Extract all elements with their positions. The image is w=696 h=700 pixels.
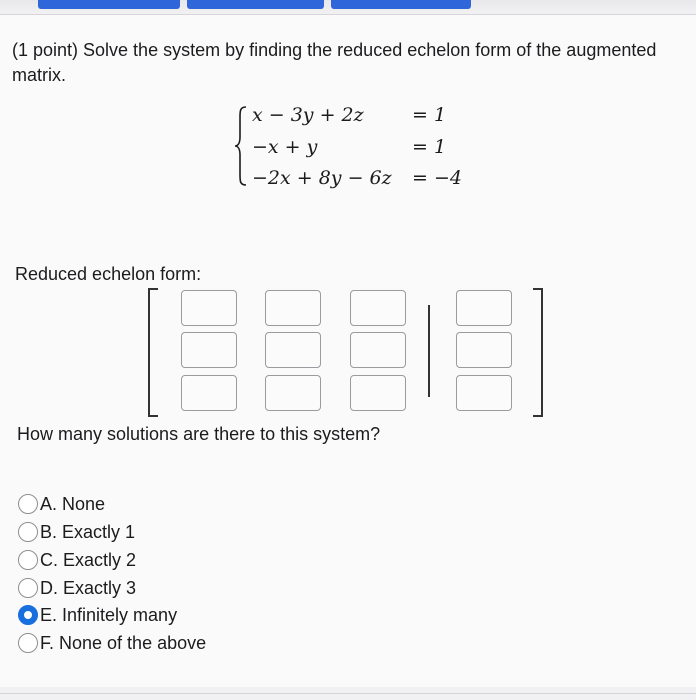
tab-1[interactable] (38, 0, 180, 9)
radio-icon[interactable] (18, 578, 38, 598)
augment-divider (428, 305, 430, 397)
option-b[interactable] (18, 520, 135, 544)
equation-3-rhs: = −4 (412, 167, 462, 189)
radio-selected-icon[interactable] (18, 605, 38, 625)
matrix-right-bracket (533, 288, 543, 417)
matrix-cell-r1-c4[interactable] (456, 290, 512, 326)
matrix-cell-r2-c2[interactable] (265, 332, 321, 368)
matrix-cell-r2-c3[interactable] (350, 332, 406, 368)
radio-icon[interactable] (18, 633, 38, 653)
tab-2[interactable] (187, 0, 324, 9)
option-f-text: None of the above (59, 632, 207, 653)
option-f[interactable] (18, 631, 206, 655)
equation-2-lhs: −x + y (252, 136, 318, 158)
option-f-letter: F. (40, 632, 55, 653)
equation-2-rhs: = 1 (412, 136, 447, 158)
option-e[interactable] (18, 603, 177, 627)
matrix-cell-r3-c3[interactable] (350, 375, 406, 411)
matrix-cell-r2-c1[interactable] (181, 332, 237, 368)
tab-3[interactable] (331, 0, 471, 9)
option-e-text: Infinitely many (62, 604, 178, 625)
option-b-text: Exactly 1 (62, 521, 136, 542)
page-divider (0, 693, 696, 694)
matrix-cell-r1-c1[interactable] (181, 290, 237, 326)
matrix-cell-r1-c2[interactable] (265, 290, 321, 326)
equation-1-lhs: x − 3y + 2z (252, 104, 364, 126)
option-d-letter: D. (40, 577, 58, 598)
option-e-letter: E. (40, 604, 58, 625)
option-a-text: None (62, 493, 106, 514)
matrix-cell-r3-c4[interactable] (456, 375, 512, 411)
option-c-letter: C. (40, 549, 58, 570)
radio-icon[interactable] (18, 550, 38, 570)
matrix-cell-r3-c2[interactable] (265, 375, 321, 411)
reduced-echelon-label: Reduced echelon form: (15, 264, 202, 284)
option-a[interactable] (18, 492, 105, 516)
matrix-cell-r2-c4[interactable] (456, 332, 512, 368)
question-text: (1 point) Solve the system by finding the reduced echelon form of the augmented matrix. (12, 40, 657, 85)
option-c[interactable] (18, 548, 136, 572)
left-brace (234, 105, 248, 187)
matrix-cell-r1-c3[interactable] (350, 290, 406, 326)
matrix-left-bracket (148, 288, 158, 417)
equation-3-lhs: −2x + 8y − 6z (252, 167, 392, 189)
option-d-text: Exactly 3 (63, 577, 137, 598)
equation-1-rhs: = 1 (412, 104, 447, 126)
option-b-letter: B. (40, 521, 58, 542)
radio-icon[interactable] (18, 494, 38, 514)
radio-icon[interactable] (18, 522, 38, 542)
browser-top-strip (0, 0, 696, 14)
option-a-letter: A. (40, 493, 58, 514)
option-c-text: Exactly 2 (63, 549, 137, 570)
option-d[interactable] (18, 576, 136, 600)
matrix-cell-r3-c1[interactable] (181, 375, 237, 411)
solutions-question: How many solutions are there to this system? (17, 424, 381, 444)
